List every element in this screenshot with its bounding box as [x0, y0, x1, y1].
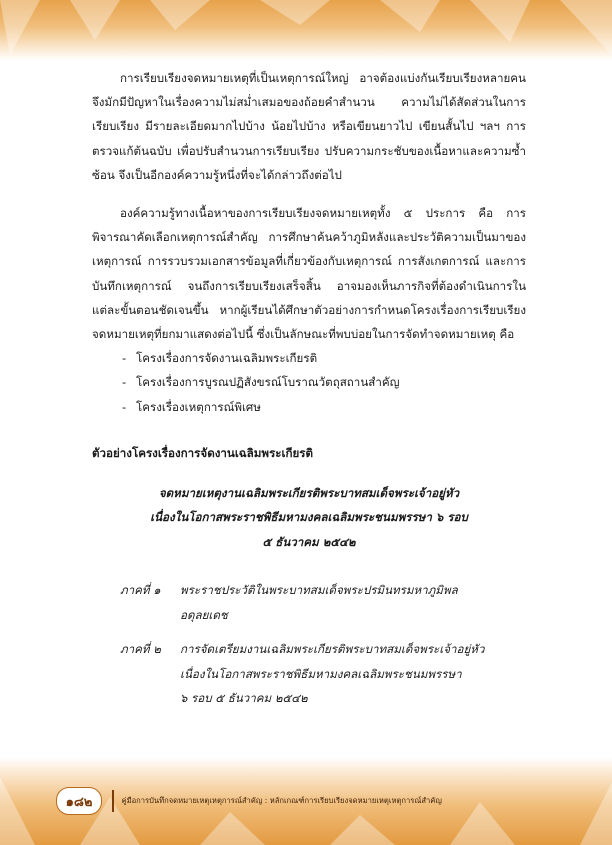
top-decorative-band	[0, 0, 612, 60]
page-footer	[56, 786, 556, 816]
paragraph-1: การเรียบเรียงจดหมายเหตุที่เป็นเหตุการณ์ใหญ่ อาจต้องแบ่งกันเรียบเรียงหลายคน จึงมักมีปัญหาในเรื่องความไม่สม่ำเสมอของถ้อยคำสำนวน ความไม่ได้สัดส่วนในการเรียบเรียง มีรายละเอียดมากไปบ้าง น้อยไปบ้าง หรือเขียนยาวไป เขียนสั้นไป ฯลฯ การตรวจแก้ต้นฉบับ เพื่อปรับสำนวนการเรียบเรียง ปรับความกระชับของเนื้อหาและความซ้ำซ้อน จึงเป็นอีกองค์ความรู้หนึ่งที่จะได้กล่าวถึงต่อไป	[92, 71, 526, 182]
part-label: ภาคที่ ๒	[120, 642, 161, 657]
list-item: - โครงเรื่องการจัดงานเฉลิมพระเกียรติ	[92, 346, 526, 370]
part-text: พระราชประวัติในพระบาทสมเด็จพระปรมินทรมหาภูมิพล อดุลยเดช	[180, 583, 458, 622]
footer-divider	[112, 790, 114, 812]
part-item	[92, 578, 526, 627]
footer-caption: คู่มือการบันทึกจดหมายเหตุเหตุการณ์สำคัญ : หลักเกณฑ์การเรียบเรียงจดหมายเหตุเหตุการณ์สำคัญ	[121, 796, 442, 805]
bullet-marker: -	[122, 375, 127, 390]
part-text: การจัดเตรียมงานเฉลิมพระเกียรติพระบาทสมเด็จพระเจ้าอยู่หัว เนื่องในโอกาสพระราชพิธีมหามงคลเฉลิมพระชนมพรรษา ๖ รอบ ๕ ธันวาคม ๒๕๔๒	[180, 642, 485, 706]
document-body	[92, 66, 526, 721]
parts-list	[92, 578, 526, 711]
bullet-marker: -	[122, 351, 127, 366]
part-item	[92, 637, 526, 711]
paragraph-2: องค์ความรู้ทางเนื้อหาของการเรียบเรียงจดหมายเหตุทั้ง ๕ ประการ คือ การพิจารณาคัดเลือกเหตุการณ์สำคัญ การศึกษาค้นคว้าภูมิหลังและประวัติความเป็นมาของเหตุการณ์ การรวบรวมเอกสารข้อมูลที่เกี่ยวข้องกับเหตุการณ์ การสังเกตการณ์ และการบันทึกเหตุการณ์ จนถึงการเรียบเรียงเสร็จสิ้น อาจมองเห็นภารกิจที่ต้องดำเนินการในแต่ละขั้นตอนชัดเจนขึ้น หากผู้เรียนได้ศึกษาตัวอย่างการกำหนดโครงเรื่องการเรียบเรียงจดหมายเหตุที่ยกมาแสดงต่อไปนี้ ซึ่งเป็นลักษณะที่พบบ่อยในการจัดทำจดหมายเหตุ คือ	[92, 206, 526, 342]
title-line: ๕ ธันวาคม ๒๕๔๒	[262, 534, 356, 549]
document-title	[92, 481, 526, 555]
title-line: จดหมายเหตุงานเฉลิมพระเกียรติพระบาทสมเด็จพระเจ้าอยู่หัว	[158, 485, 460, 500]
page-number: ๑๘๒	[56, 787, 102, 815]
section-heading: ตัวอย่างโครงเรื่องการจัดงานเฉลิมพระเกียรติ	[92, 445, 314, 460]
outline-list	[92, 346, 526, 419]
title-line: เนื่องในโอกาสพระราชพิธีมหามงคลเฉลิมพระชนมพรรษา ๖ รอบ	[150, 510, 468, 525]
list-item: - โครงเรื่องการบูรณปฏิสังขรณ์โบราณวัตถุสถานสำคัญ	[92, 370, 526, 394]
part-label: ภาคที่ ๑	[120, 583, 161, 598]
bullet-marker: -	[122, 399, 127, 414]
top-pattern-icon	[0, 0, 612, 60]
list-item: - โครงเรื่องเหตุการณ์พิเศษ	[92, 395, 526, 419]
